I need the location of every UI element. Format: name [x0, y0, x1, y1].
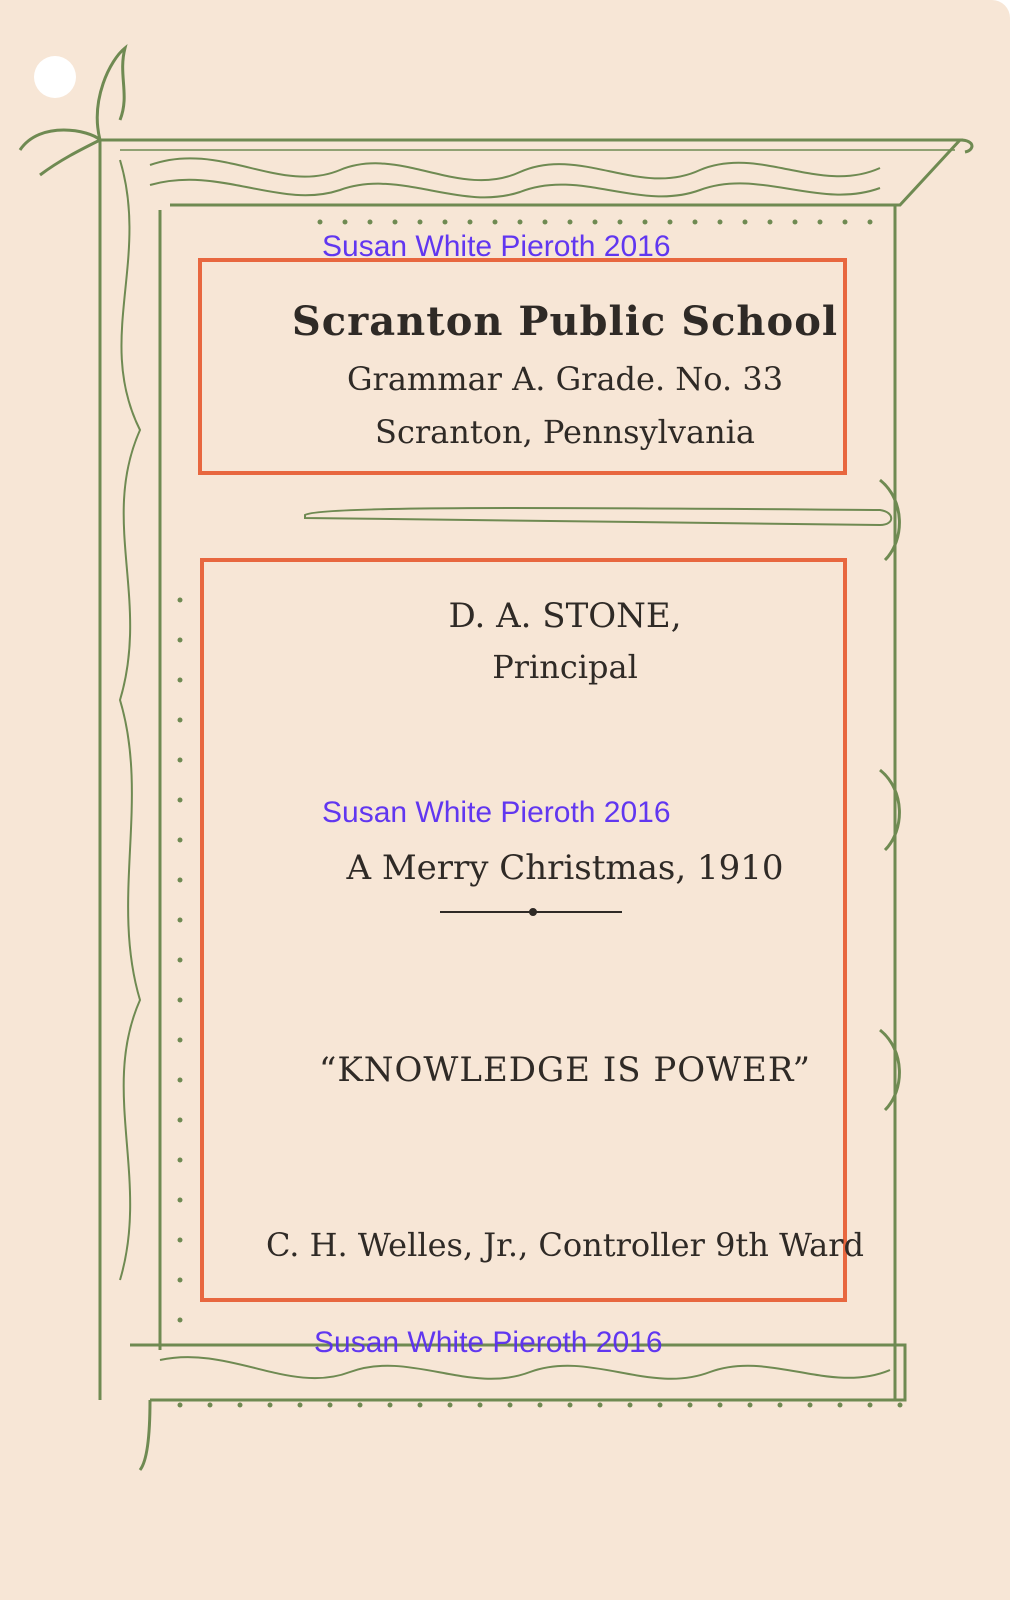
- punch-hole: [34, 56, 76, 98]
- principal-name: D. A. STONE,: [448, 596, 682, 636]
- watermark-bottom: Susan White Pieroth 2016: [314, 1326, 663, 1359]
- watermark-top: Susan White Pieroth 2016: [322, 230, 671, 263]
- school-title: Scranton Public School: [291, 298, 839, 345]
- principal-title: Principal: [492, 648, 638, 686]
- bottom-dot-row: [178, 1403, 903, 1408]
- christmas-greeting: A Merry Christmas, 1910: [346, 848, 784, 888]
- city-line: Scranton, Pennsylvania: [375, 413, 755, 451]
- controller-line: C. H. Welles, Jr., Controller 9th Ward: [265, 1226, 865, 1264]
- greeting-separator: [440, 909, 622, 915]
- top-dot-row: [318, 220, 873, 225]
- left-dot-column: [178, 598, 183, 1323]
- grade-line: Grammar A. Grade. No. 33: [346, 360, 784, 398]
- middle-divider: [305, 508, 891, 525]
- motto: “KNOWLEDGE IS POWER”: [319, 1050, 811, 1090]
- watermark-middle: Susan White Pieroth 2016: [322, 796, 671, 829]
